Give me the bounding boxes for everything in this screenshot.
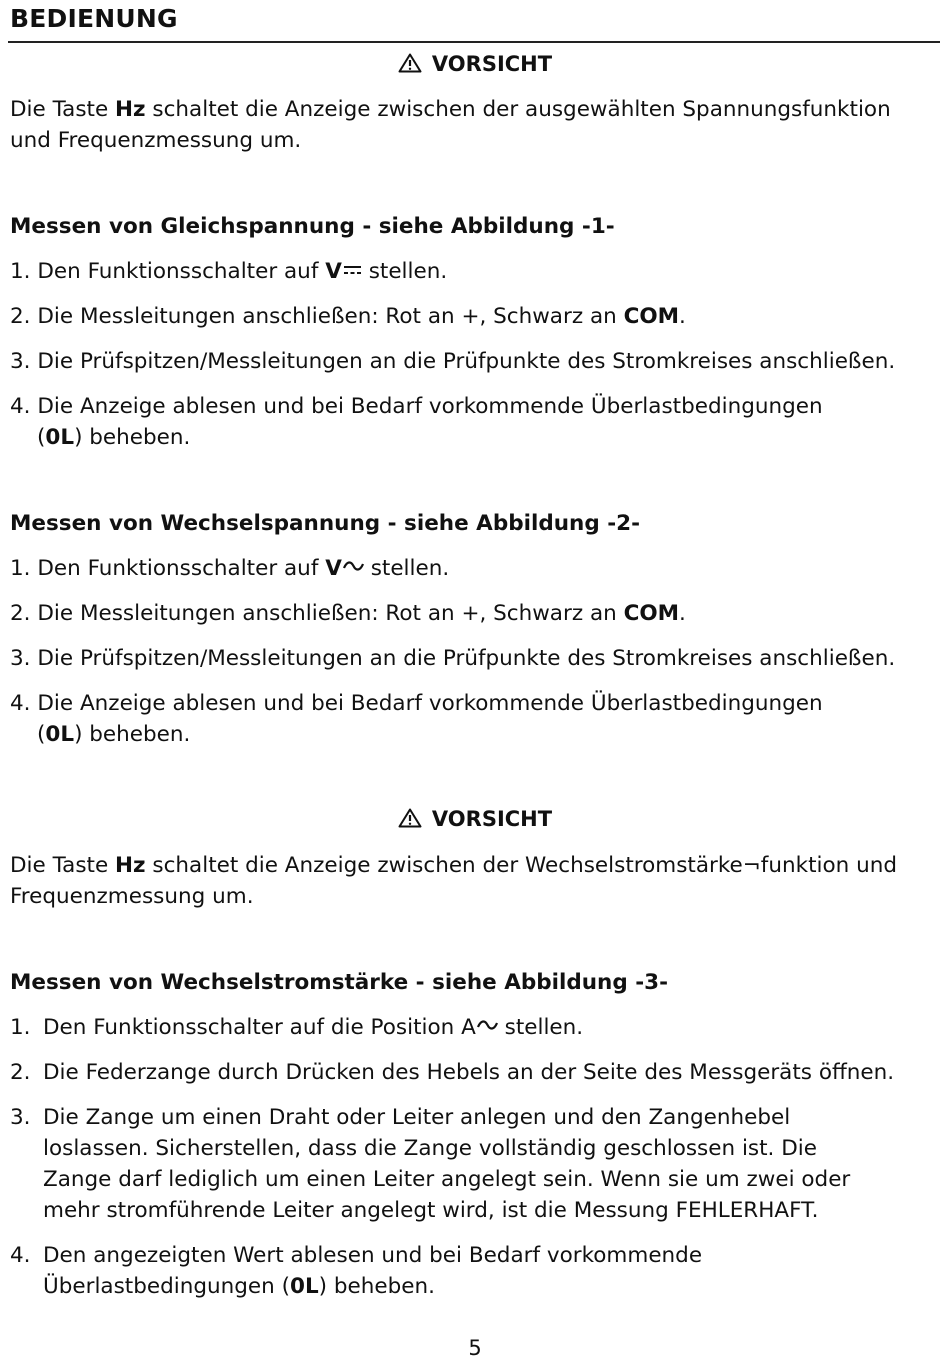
acv-step-2: 2. Die Messleitungen anschließen: Rot an +, Schwarz an COM. bbox=[10, 601, 686, 626]
section-title: BEDIENUNG bbox=[10, 4, 178, 33]
acv-step-1: 1. Den Funktionsschalter auf V stellen. bbox=[10, 556, 450, 581]
dc-step-2: 2. Die Messleitungen anschließen: Rot an +, Schwarz an COM. bbox=[10, 304, 686, 329]
com-label: COM bbox=[623, 304, 680, 329]
caution-text-1: Die Taste Hz schaltet die Anzeige zwischen der ausgewählten Spannungsfunktion und Frequenzmessung um. bbox=[10, 97, 891, 153]
overload-label: 0L bbox=[45, 722, 75, 747]
hz-key-label: Hz bbox=[115, 97, 146, 122]
dc-step-3: 3. Die Prüfspitzen/Messleitungen an die Prüfpunkte des Stromkreises anschließen. bbox=[10, 349, 896, 374]
dc-voltage-heading: Messen von Gleichspannung - siehe Abbildung -1- bbox=[10, 214, 615, 239]
caution-heading-2 bbox=[0, 807, 950, 831]
dc-step-1: 1. Den Funktionsschalter auf V stellen. bbox=[10, 259, 448, 284]
dc-step-4: 4. Die Anzeige ablesen und bei Bedarf vorkommende Überlastbedingungen (0L) beheben. bbox=[10, 394, 823, 450]
overload-label: 0L bbox=[45, 425, 75, 450]
caution-text-2: Die Taste Hz schaltet die Anzeige zwischen der Wechselstromstärke¬funktion und Frequenzmessung um. bbox=[10, 853, 897, 909]
warning-triangle-icon bbox=[398, 53, 422, 73]
acv-step-3: 3. Die Prüfspitzen/Messleitungen an die Prüfpunkte des Stromkreises anschließen. bbox=[10, 646, 896, 671]
caution-title-2: VORSICHT bbox=[431, 807, 553, 831]
ac-symbol-icon bbox=[343, 560, 364, 572]
ac-current-heading: Messen von Wechselstromstärke - siehe Abbildung -3- bbox=[10, 970, 669, 995]
ac-symbol-icon bbox=[477, 1019, 498, 1031]
caution-title-1: VORSICHT bbox=[431, 52, 553, 76]
dc-symbol-icon bbox=[343, 263, 362, 277]
aca-step-3: 3. Die Zange um einen Draht oder Leiter anlegen und den Zangenhebel loslassen. Sicherstellen, dass die Zange vollständig geschlossen ist. Die Zange darf lediglich um einen Leiter angelegt sein. Wenn sie um zwei oder mehr stromführende Leiter angelegt wird, ist die Messung FEHLERHAFT. bbox=[10, 1105, 851, 1223]
page-number: 5 bbox=[468, 1336, 482, 1360]
header-divider bbox=[8, 41, 940, 43]
aca-step-1: 1. Den Funktionsschalter auf die Position A stellen. bbox=[10, 1015, 584, 1040]
aca-step-4: 4. Den angezeigten Wert ablesen und bei Bedarf vorkommende Überlastbedingungen (0L) beheben. bbox=[10, 1243, 703, 1299]
caution-heading-1 bbox=[0, 52, 950, 76]
warning-triangle-icon bbox=[398, 808, 422, 828]
overload-label: 0L bbox=[289, 1274, 319, 1299]
com-label: COM bbox=[623, 601, 680, 626]
ac-voltage-heading: Messen von Wechselspannung - siehe Abbildung -2- bbox=[10, 511, 641, 536]
acv-step-4: 4. Die Anzeige ablesen und bei Bedarf vorkommende Überlastbedingungen (0L) beheben. bbox=[10, 691, 823, 747]
aca-step-2: 2. Die Federzange durch Drücken des Hebels an der Seite des Messgeräts öffnen. bbox=[10, 1060, 895, 1085]
hz-key-label: Hz bbox=[115, 853, 146, 878]
